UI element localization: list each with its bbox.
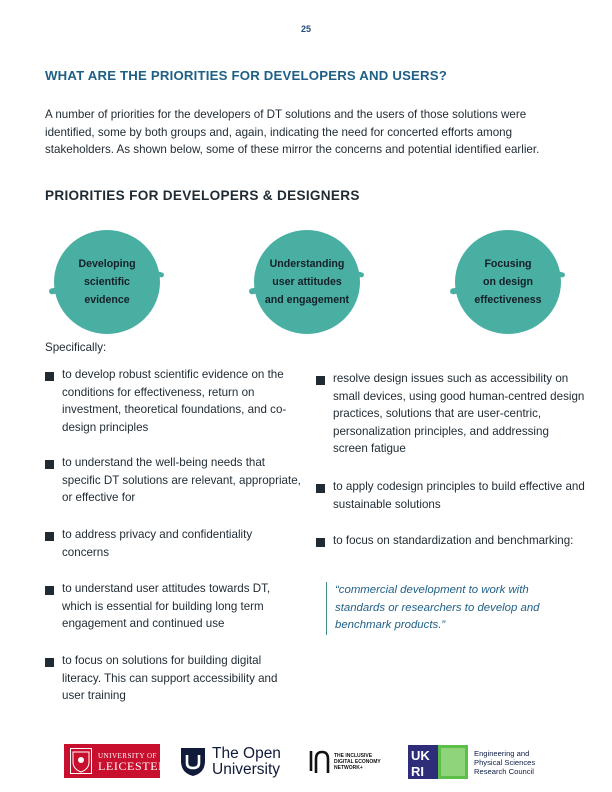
list-item-text: to develop robust scientific evidence on the conditions for effectiveness, return on investment, theoretical foundations, and co-design principles: [62, 368, 287, 434]
list-item-text: resolve design issues such as accessibility on small devices, using good human-centred design practices, solutions that are user-centric, personalization principles, and addressing screen fatigue: [333, 372, 585, 455]
list-item: [316, 370, 585, 458]
tidn-line3: NETWORK+: [334, 765, 363, 771]
subsection-heading: PRIORITIES FOR DEVELOPERS & DESIGNERS: [45, 188, 360, 203]
ukri-line1: Engineering and: [474, 748, 530, 758]
list-item-text: to address privacy and confidentiality concerns: [62, 528, 253, 559]
ukri-epsrc-logo: [408, 744, 568, 780]
bullet-square-icon: [45, 460, 54, 469]
list-item: [45, 652, 302, 705]
priority-circle-design: [455, 230, 561, 334]
crest-icon: [70, 748, 92, 774]
tidn-line2: DIGITAL ECONOMY: [334, 759, 381, 765]
bullet-square-icon: [316, 376, 325, 385]
open-university-line1: The Open: [212, 745, 281, 762]
priority-circle-label: Understanding user attitudes and engagement: [264, 258, 350, 306]
leicester-line2: LEICESTER: [98, 759, 167, 773]
open-university-logo: [180, 744, 290, 780]
bullet-square-icon: [316, 538, 325, 547]
list-item: [45, 366, 302, 436]
open-university-line2: University: [212, 761, 281, 778]
tidn-mark-icon: [308, 747, 330, 777]
page-number: 25: [300, 24, 311, 34]
ukri-mark-icon: [408, 745, 468, 779]
bullet-square-icon: [45, 658, 54, 667]
list-item-text: to understand user attitudes towards DT, which is essential for building long term engagement and continued use: [62, 582, 271, 630]
priority-circle-evidence: [54, 230, 160, 334]
priority-circle-label: Focusing on design effectiveness: [474, 258, 542, 306]
bullet-square-icon: [45, 586, 54, 595]
priority-circle-attitudes: [254, 230, 360, 334]
list-item-text: to focus on solutions for building digital literacy. This can support accessibility and user training: [62, 654, 278, 702]
list-item: [316, 478, 585, 513]
svg-text:UK: UK: [411, 748, 430, 763]
tidn-line1: THE INCLUSIVE: [334, 753, 373, 759]
leicester-line1: UNIVERSITY OF: [98, 752, 157, 760]
list-item: [45, 526, 302, 561]
list-item: [45, 580, 302, 633]
section-heading: WHAT ARE THE PRIORITIES FOR DEVELOPERS AND USERS?: [45, 68, 448, 83]
list-item: [45, 454, 302, 507]
ukri-line3: Research Council: [474, 766, 534, 776]
ukri-line2: Physical Sciences: [474, 757, 536, 767]
bullet-square-icon: [45, 532, 54, 541]
list-item-text: to understand the well-being needs that specific DT solutions are relevant, appropriate, or effective for: [62, 456, 301, 504]
priority-circle-label: Developing scientific evidence: [78, 258, 136, 306]
bullet-square-icon: [45, 372, 54, 381]
list-item: [316, 532, 585, 550]
bullet-square-icon: [316, 484, 325, 493]
tidn-logo: [308, 746, 394, 778]
svg-text:RI: RI: [411, 764, 424, 779]
list-item-text: to apply codesign principles to build effective and sustainable solutions: [333, 480, 585, 511]
open-university-shield-icon: [180, 747, 206, 777]
pull-quote: “commercial development to work with standards or researchers to develop and benchmark products.”: [326, 582, 575, 635]
intro-paragraph: A number of priorities for the developers of DT solutions and the users of those solutions were identified, some by both groups and, again, indicating the need for concerted efforts among stakeholders. As shown below, some of these mirror the concerns and potential identified earlier.: [45, 108, 540, 156]
specifically-label: Specifically:: [45, 341, 107, 354]
list-item-text: to focus on standardization and benchmarking:: [333, 534, 574, 547]
university-of-leicester-logo: [64, 744, 167, 778]
